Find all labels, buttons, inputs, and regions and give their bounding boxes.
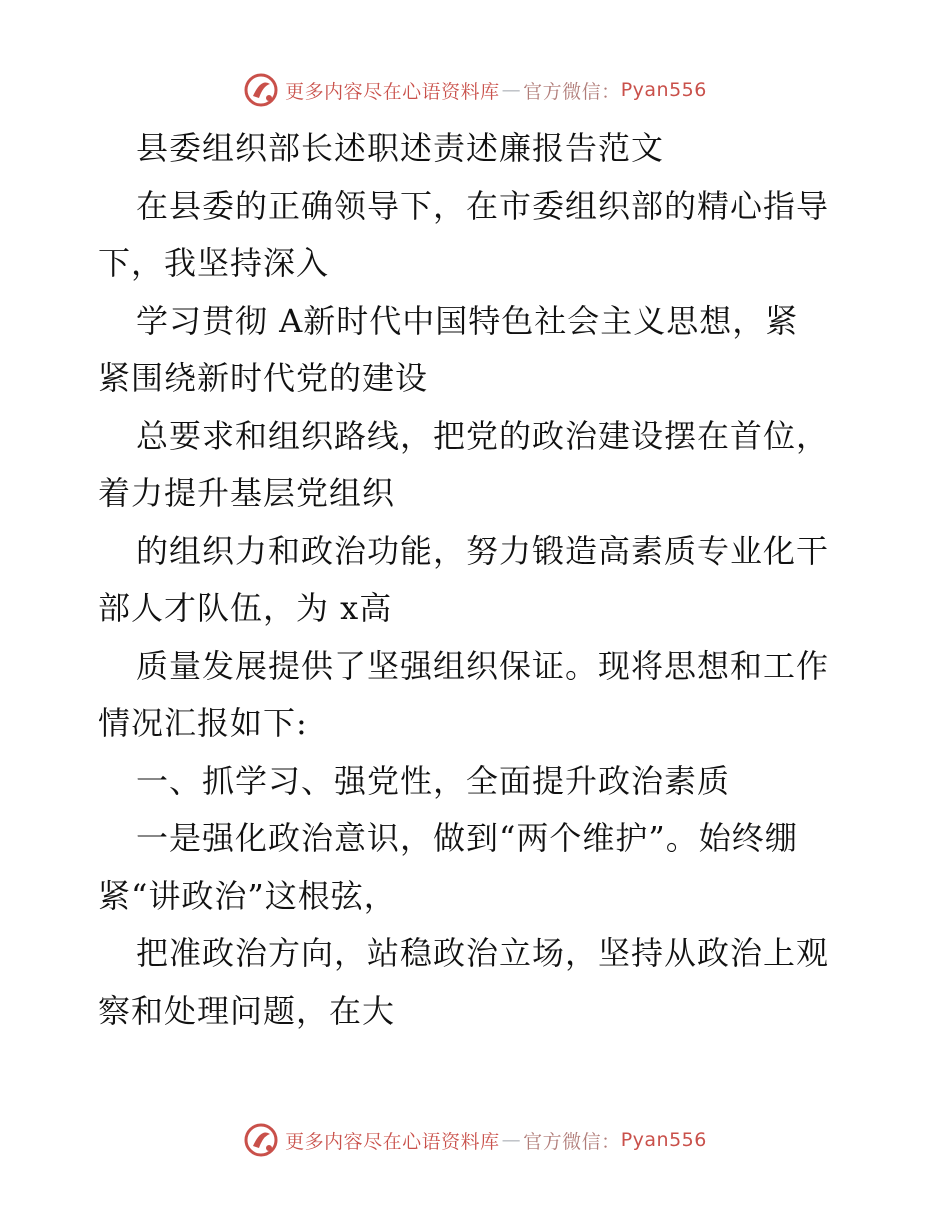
- paragraph-line: 学习贯彻 A新时代中国特色社会主义思想，紧: [136, 301, 799, 340]
- watermark-contact-label: 官方微信：: [523, 80, 621, 103]
- paragraph-line: 察和处理问题，在大: [98, 991, 396, 1030]
- paragraph-line: 着力提升基层党组织: [98, 474, 396, 512]
- watermark-text: 更多内容尽在心语资料库: [285, 80, 500, 103]
- watermark-contact-id: Pyan556: [620, 79, 707, 101]
- watermark-text: 更多内容尽在心语资料库: [285, 1130, 500, 1153]
- footer-watermark: [0, 1120, 950, 1160]
- document-title: 县委组织部长述职述责述廉报告范文: [136, 129, 665, 167]
- paragraph-line: 下，我坚持深入: [98, 244, 330, 282]
- document-body: [98, 120, 858, 1040]
- watermark-separator: —: [501, 79, 522, 101]
- header-watermark: [0, 70, 950, 110]
- watermark-contact-id: Pyan556: [620, 1129, 707, 1151]
- section-heading: 一、抓学习、强党性，全面提升政治素质: [136, 761, 731, 800]
- paragraph-line: 部人才队伍，为 x高: [98, 589, 393, 627]
- paragraph-line: 在县委的正确领导下，在市委组织部的精心指导: [136, 186, 830, 225]
- paragraph-line: 把准政治方向，站稳政治立场，坚持从政治上观: [136, 934, 830, 972]
- paragraph-line: 质量发展提供了坚强组织保证。现将思想和工作: [136, 646, 830, 685]
- watermark-contact-label: 官方微信：: [523, 1130, 621, 1153]
- paragraph-line: 紧围绕新时代党的建设: [98, 359, 429, 397]
- paragraph-line: 情况汇报如下:: [98, 704, 308, 742]
- paragraph-line: 一是强化政治意识，做到“两个维护”。始终绷: [136, 819, 798, 857]
- brand-logo-icon: [243, 72, 279, 108]
- watermark-separator: —: [501, 1129, 522, 1151]
- paragraph-line: 总要求和组织路线，把党的政治建设摆在首位，: [136, 416, 830, 455]
- paragraph-line: 紧“讲政治”这根弦，: [98, 876, 397, 915]
- paragraph-line: 的组织力和政治功能，努力锻造高素质专业化干: [136, 531, 830, 570]
- brand-logo-icon: [243, 1122, 279, 1158]
